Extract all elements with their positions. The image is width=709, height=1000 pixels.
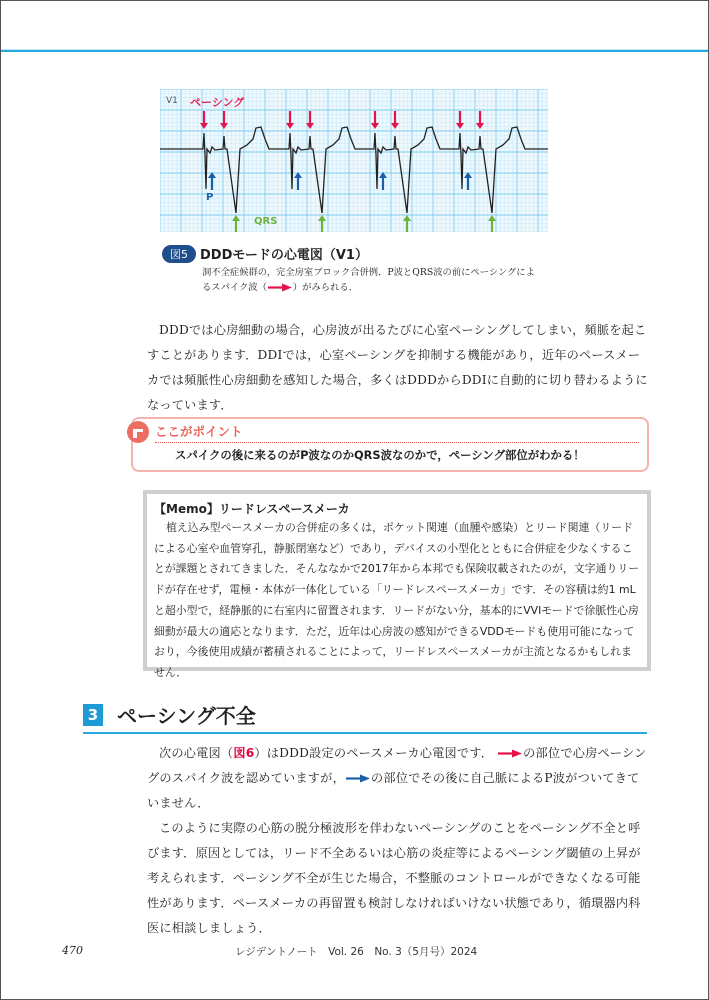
memo-text: 植え込み型ペースメーカの合併症の多くは，ポケット関連（血腫や感染）とリード関連（リードによる心室や血管穿孔，静脈閉塞など）であり，デバイスの小型化とともに合併症を少なくすることが課題とされてきました．そんななかで2017年から本邦でも保険収載されたのが，文字通りリードが存在せず，電極・本体が一体化している「リードレスペースメーカ」です．その容積は約1 mLと超小型で，経静脈的に右室内に留置されます．リードがない分，基本的にVVIモードで徐脈性心房細動が最大の適応となります．ただ，近年は心房波の感知ができるVDDモードも使用可能になっており，今後使用成績が蓄積されることによって，リードレスペースメーカが主流となるかもしれません． xyxy=(154,521,640,679)
text-run: の部位で心房ペーシン xyxy=(523,746,647,760)
text-line: なっています． xyxy=(147,398,233,412)
text-line: DDDでは心房細動の場合，心房波が出るたびに心室ペーシングしてしまい，頻脈を起こ xyxy=(159,323,647,337)
p-wave-label: P xyxy=(206,192,214,203)
point-title: ここがポイント xyxy=(155,424,243,439)
figure6-reference[interactable]: 図6 xyxy=(233,746,255,760)
figure-title: DDDモードの心電図（V1） xyxy=(200,248,368,263)
point-text: スパイクの後に来るのがP波なのかQRS波なのかで，ペーシング部位がわかる！ xyxy=(175,448,585,462)
text-line: カでは頻脈性心房細動を感知した場合，多くはDDDからDDIに自動的に切り替わるように xyxy=(147,373,648,387)
memo-box xyxy=(143,490,651,679)
figure-badge: 図5 xyxy=(162,245,196,263)
ecg-figure xyxy=(160,89,548,232)
point-box xyxy=(131,417,649,472)
lead-label: V1 xyxy=(166,96,178,106)
header-rule xyxy=(1,50,708,52)
section-title: ペーシング不全 xyxy=(117,704,256,728)
text-line: いません． xyxy=(147,796,210,810)
figure-desc-line2-post: ）がみられる． xyxy=(292,282,358,293)
page-number: 470 xyxy=(62,944,83,957)
journal-footer: レジデントノート Vol. 26 No. 3（5月号）2024 xyxy=(235,946,478,958)
paragraph-ddd xyxy=(147,318,649,418)
text-run: の部位でその後に自己脈によるP波がついてきて xyxy=(370,771,640,785)
text-line: 医に相談しましょう． xyxy=(147,921,271,935)
pointing-hand-icon xyxy=(127,421,149,443)
section-number: 3 xyxy=(83,704,103,726)
text-run: ）はDDD設定のペースメーカ心電図です． xyxy=(254,746,494,760)
red-arrow-icon xyxy=(497,749,523,758)
point-dotted-rule xyxy=(155,442,639,443)
text-line: 考えられます．ペーシング不全が生じた場合，不整脈のコントロールができなくなる可能 xyxy=(147,871,641,885)
text-line: びます．原因としては，リード不全あるいは心筋の炎症等によるペーシング閾値の上昇が xyxy=(147,846,641,860)
text-line: このように実際の心筋の脱分極波形を伴わないペーシングのことをペーシング不全と呼 xyxy=(159,821,641,835)
figure-caption xyxy=(162,243,572,295)
ecg-grid xyxy=(160,89,548,232)
text-run: グのスパイク波を認めていますが， xyxy=(147,771,345,785)
blue-arrow-icon xyxy=(345,774,371,783)
memo-title: 【Memo】リードレスペースメーカ xyxy=(154,502,350,516)
paragraph-section3-1 xyxy=(147,741,649,941)
section-rule xyxy=(83,732,647,734)
figure-desc-line2-pre: るスパイク波（ xyxy=(202,282,267,293)
figure-desc-line1: 洞不全症候群の，完全房室ブロック合併例．P波とQRS波の前にペーシングによ xyxy=(202,267,535,278)
red-arrow-icon xyxy=(267,283,293,292)
text-run: 次の心電図（ xyxy=(159,746,234,760)
text-line: すことがあります．DDIでは，心室ペーシングを抑制する機能があり，近年のペースメー xyxy=(147,348,641,362)
text-line: 性があります．ペースメーカの再留置も検討しなければいけない状態であり，循環器内科 xyxy=(147,896,641,910)
figure-description xyxy=(202,265,572,295)
qrs-label: QRS xyxy=(254,216,278,227)
pacing-label: ペーシング xyxy=(190,96,245,109)
